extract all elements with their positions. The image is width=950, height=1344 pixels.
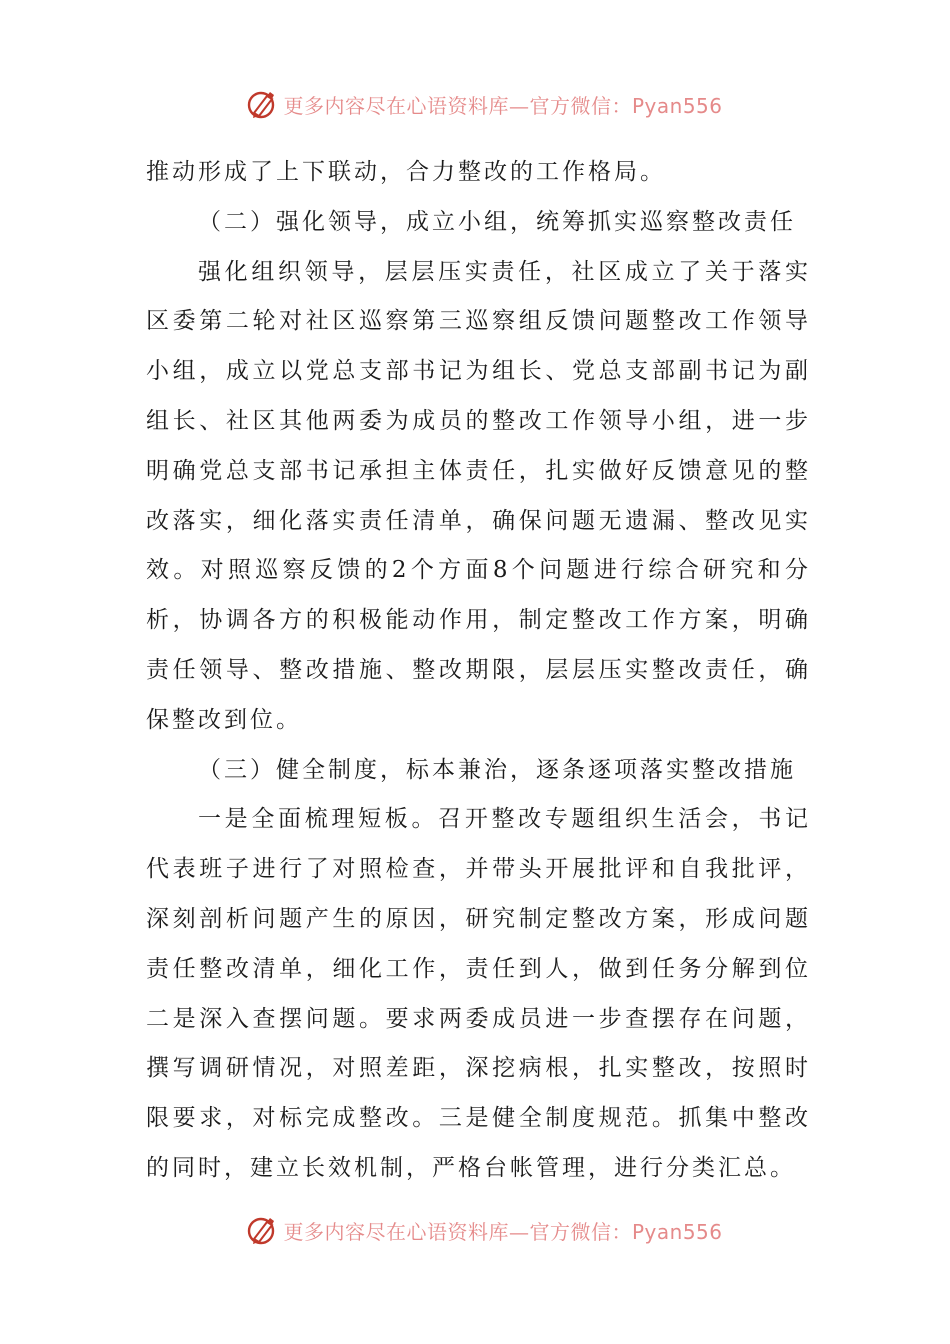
paragraph-section-3: 一是全面梳理短板。召开整改专题组织生活会，书记代表班子进行了对照检查，并带头开展批评和自我批评，深刻剖析问题产生的原因，研究制定整改方案，形成问题责任整改清单，细化工作，责任到人，做到任务分解到位二是深入查摆问题。要求两委成员进一步查摆存在问题，撰写调研情况，对照差距，深挖病根，扎实整改，按照时限要求，对标完成整改。三是健全制度规范。抓集中整改的同时，建立长效机制，严格台帐管理，进行分类汇总。: [146, 806, 811, 1181]
paragraph-continuation: 推动形成了上下联动，合力整改的工作格局。: [146, 159, 666, 185]
wechat-id: Pyan556: [631, 93, 723, 118]
pen-logo-icon: [245, 87, 279, 121]
footer-watermark: [245, 1213, 722, 1247]
paragraph-section-2: 强化组织领导，层层压实责任，社区成立了关于落实区委第二轮对社区巡察第三巡察组反馈问题整改工作领导小组，成立以党总支部书记为组长、党总支部副书记为副组长、社区其他两委为成员的整改工作领导小组，进一步明确党总支部书记承担主体责任，扎实做好反馈意见的整改落实，细化落实责任清单，确保问题无遗漏、整改见实效。对照巡察反馈的2个方面8个问题进行综合研究和分析，协调各方的积极能动作用，制定整改工作方案，明确责任领导、整改措施、整改期限，层层压实整改责任，确保整改到位。: [146, 258, 811, 733]
pen-logo-icon: [245, 1213, 279, 1247]
header-watermark: [245, 87, 722, 121]
watermark-text: 更多内容尽在心语资料库—官方微信：Pyan556: [283, 1219, 723, 1244]
wechat-id: Pyan556: [631, 1219, 723, 1244]
watermark-text: 更多内容尽在心语资料库—官方微信：Pyan556: [283, 93, 723, 118]
footer-watermark-banner: [0, 1210, 950, 1250]
section-heading-3: （三）健全制度，标本兼治，逐条逐项落实整改措施: [198, 756, 796, 783]
header-watermark-banner: [0, 84, 950, 124]
document-body: [146, 148, 811, 1194]
section-heading-2: （二）强化领导，成立小组，统筹抓实巡察整改责任: [198, 208, 796, 235]
